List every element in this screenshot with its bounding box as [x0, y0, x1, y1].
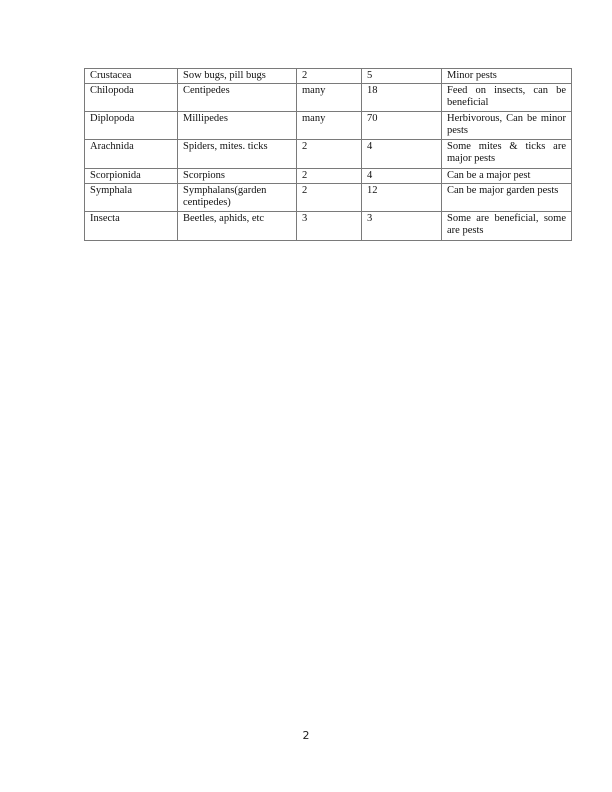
cell-col3: 2 — [297, 69, 362, 84]
cell-notes: Herbivorous, Can be minor pests — [442, 112, 572, 140]
cell-col4: 4 — [362, 140, 442, 169]
cell-col4: 12 — [362, 184, 442, 212]
table-row — [85, 84, 572, 112]
cell-col3: 2 — [297, 169, 362, 184]
cell-col3: 2 — [297, 184, 362, 212]
arthropod-classes-table — [84, 68, 572, 241]
cell-notes: Some are beneficial, some are pests — [442, 212, 572, 241]
cell-examples: Centipedes — [178, 84, 297, 112]
cell-col3: 2 — [297, 140, 362, 169]
cell-examples: Beetles, aphids, etc — [178, 212, 297, 241]
cell-notes: Feed on insects, can be beneficial — [442, 84, 572, 112]
cell-col3: many — [297, 84, 362, 112]
cell-col4: 4 — [362, 169, 442, 184]
cell-examples: Sow bugs, pill bugs — [178, 69, 297, 84]
cell-col4: 70 — [362, 112, 442, 140]
cell-examples: Scorpions — [178, 169, 297, 184]
cell-col3: many — [297, 112, 362, 140]
page-number: 2 — [302, 729, 310, 742]
cell-col4: 5 — [362, 69, 442, 84]
cell-group: Insecta — [85, 212, 178, 241]
cell-group: Diplopoda — [85, 112, 178, 140]
table-row — [85, 69, 572, 84]
table-row — [85, 112, 572, 140]
cell-group: Chilopoda — [85, 84, 178, 112]
cell-col4: 18 — [362, 84, 442, 112]
cell-notes: Minor pests — [442, 69, 572, 84]
cell-group: Arachnida — [85, 140, 178, 169]
cell-col3: 3 — [297, 212, 362, 241]
cell-notes: Can be a major pest — [442, 169, 572, 184]
cell-notes: Can be major garden pests — [442, 184, 572, 212]
cell-group: Crustacea — [85, 69, 178, 84]
cell-group: Scorpionida — [85, 169, 178, 184]
cell-examples: Symphalans(garden centipedes) — [178, 184, 297, 212]
table-row — [85, 184, 572, 212]
cell-examples: Spiders, mites. ticks — [178, 140, 297, 169]
table-row — [85, 140, 572, 169]
table-row — [85, 169, 572, 184]
cell-col4: 3 — [362, 212, 442, 241]
cell-group: Symphala — [85, 184, 178, 212]
cell-examples: Millipedes — [178, 112, 297, 140]
table-row — [85, 212, 572, 241]
cell-notes: Some mites & ticks are major pests — [442, 140, 572, 169]
